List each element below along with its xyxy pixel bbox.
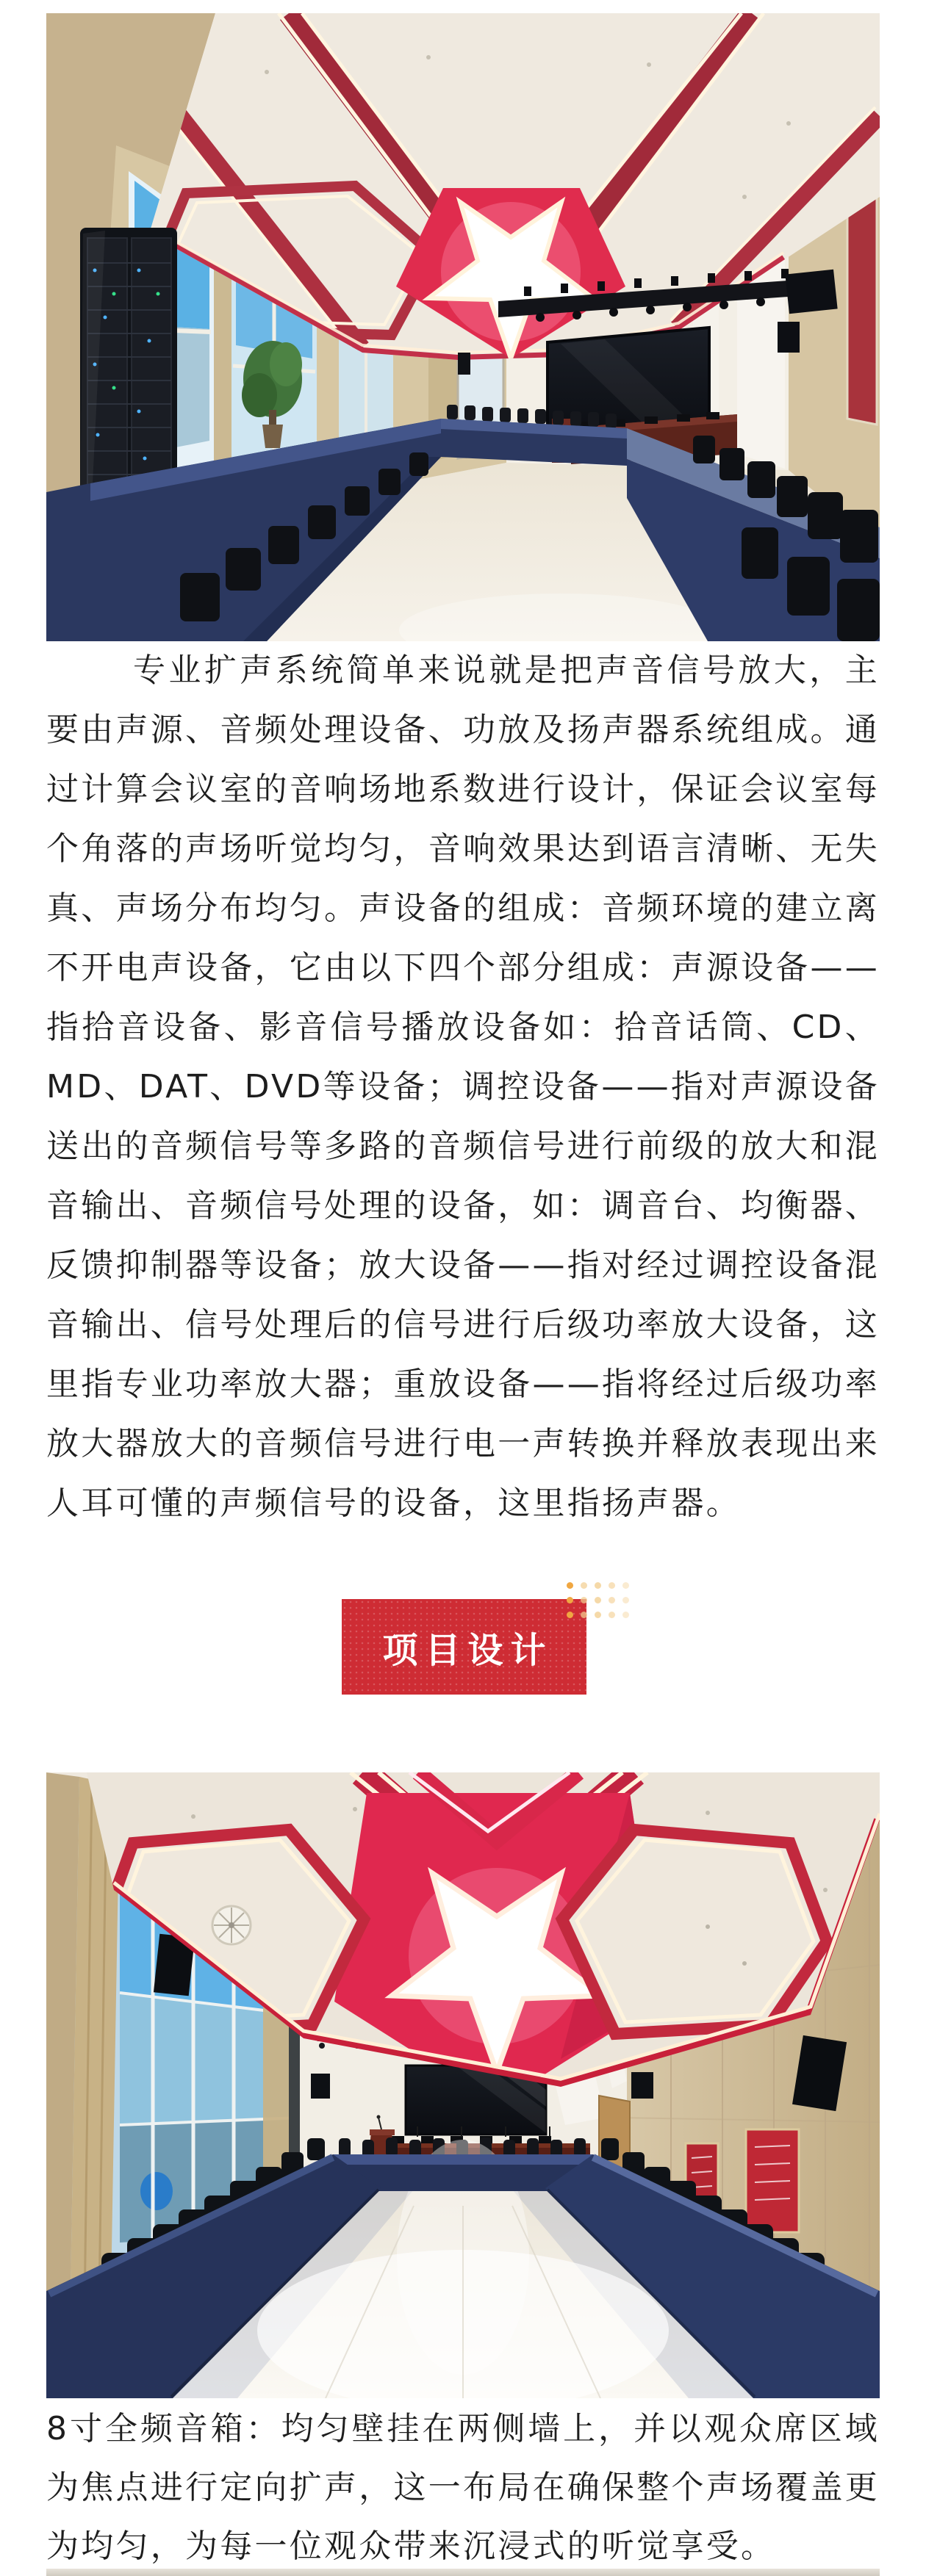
speaker-caption: 8寸全频音箱：均匀壁挂在两侧墙上，并以观众席区域为焦点进行定向扩声，这一布局在确保整个声场覆盖更为均匀，为每一位观众带来沉浸式的听觉享受。	[46, 2410, 880, 2565]
dots-decoration	[567, 1582, 636, 1626]
section-badge	[342, 1599, 586, 1695]
meeting-room-photo-top	[46, 13, 880, 641]
section-badge-label: 项目设计	[382, 1629, 553, 1671]
intro-paragraph: 专业扩声系统简单来说就是把声音信号放大，主要由声源、音频处理设备、功放及扬声器系统组成。通过计算会议室的音响场地系数进行设计，保证会议室每个角落的声场听觉均匀，音响效果达到语言清晰、无失真、声场分布均匀。声设备的组成：音频环境的建立离不开电声设备，它由以下四个部分组成：声源设备——指拾音设备、影音信号播放设备如：拾音话筒、CD、MD、DAT、DVD等设备；调控设备——指对声源设备送出的音频信号等多路的音频信号进行前级的放大和混音输出、音频信号处理的设备，如：调音台、均衡器、反馈抑制器等设备；放大设备——指对经过调控设备混音输出、信号处理后的信号进行后级功率放大设备，这里指专业功率放大器；重放设备——指将经过后级功率放大器放大的音频信号进行电一声转换并释放表现出来人耳可懂的声频信号的设备，这里指扬声器。	[46, 652, 880, 1522]
meeting-room-photo-top-graphic	[46, 13, 880, 641]
next-photo-strip	[46, 2569, 880, 2576]
meeting-room-photo-bottom	[46, 1772, 880, 2398]
photo1-red-poster	[847, 181, 877, 425]
meeting-room-photo-bottom-graphic	[46, 1772, 880, 2398]
